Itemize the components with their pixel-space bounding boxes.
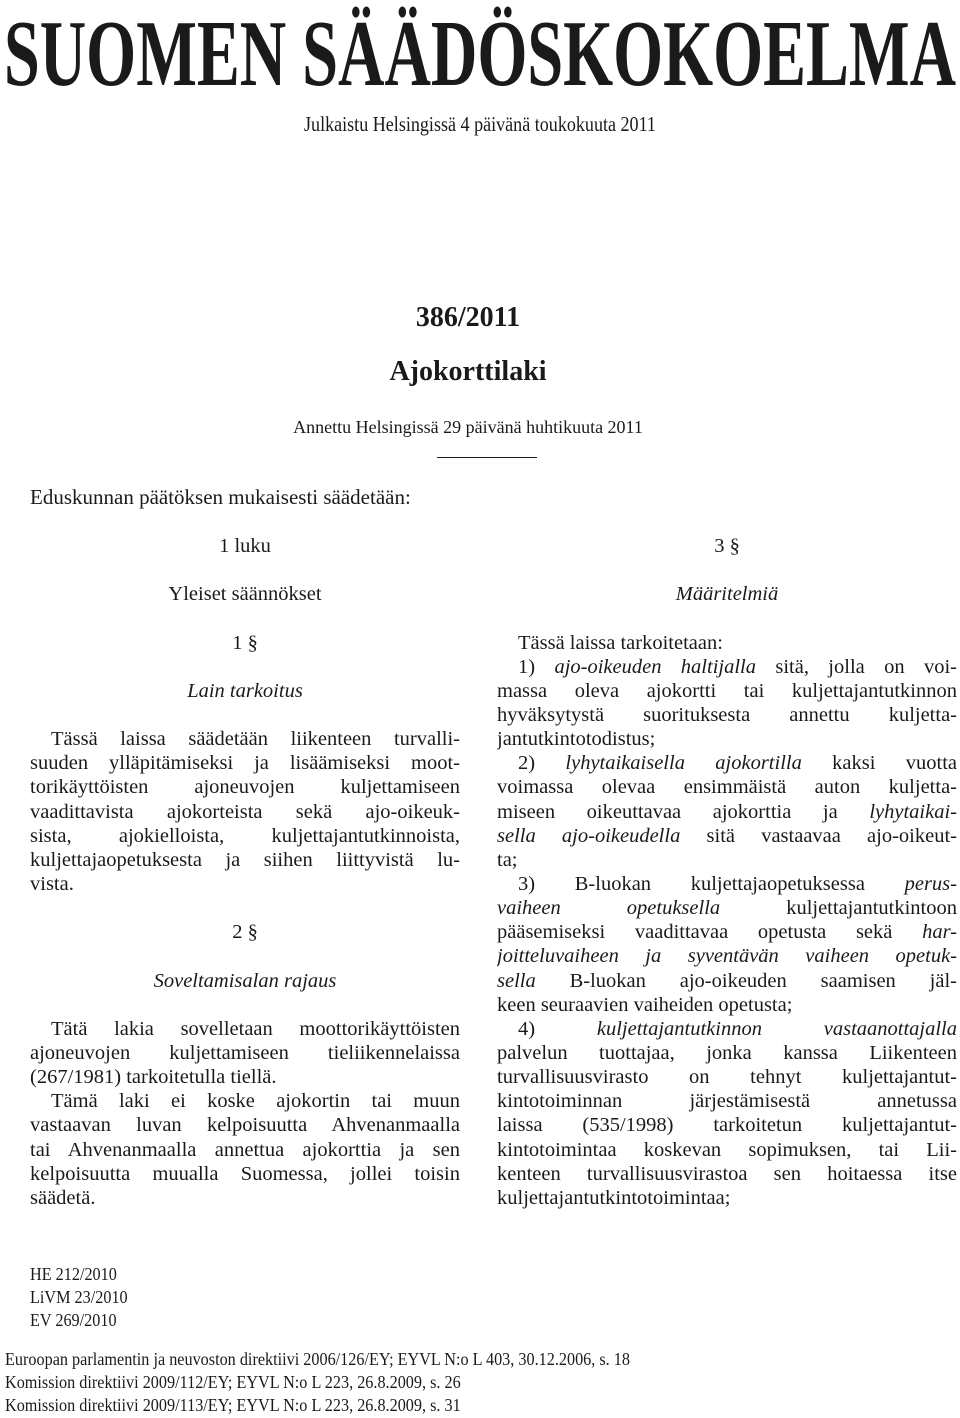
text-line xyxy=(497,800,957,824)
section-body xyxy=(497,631,957,1210)
defined-term: vaiheen opetuksella xyxy=(497,897,721,920)
text-line xyxy=(497,920,957,944)
legislative-references xyxy=(30,1263,128,1332)
defined-term: joitteluvaiheen ja syventävän vaiheen opetuk- xyxy=(497,945,957,968)
text-line: ta; xyxy=(497,848,518,871)
text-line: kelpoisuutta muualla Suomessa, jollei toisin xyxy=(30,1162,460,1185)
text-line: kenteen turvallisuusvirastoa sen hoitaessa itse xyxy=(497,1162,957,1185)
text-line: vastaavan luvan kelpoisuutta Ahvenanmaalla xyxy=(30,1114,460,1137)
directive-reference: Komission direktiivi 2009/113/EY; EYVL N:o L 223, 26.8.2009, s. 31 xyxy=(5,1395,461,1415)
text-line xyxy=(497,944,957,968)
paragraph xyxy=(497,655,957,752)
text-line: jantutkintotodistus; xyxy=(497,728,656,751)
section-number: 1 luku xyxy=(219,535,271,557)
law-number: 386/2011 xyxy=(415,302,521,333)
text-line: kintotoimintaa koskevan sopimuksen, tai Lii- xyxy=(497,1138,957,1161)
text-segment: sitä vastaavaa ajo-oikeut- xyxy=(680,824,957,847)
text-segment: 1) xyxy=(518,655,555,678)
section-number: Yleiset säännökset xyxy=(168,583,322,606)
text-line: kuljettajaopetuksesta ja siihen liittyvistä lu- xyxy=(30,848,460,871)
text-line: Tämä laki ei koske ajokortin tai muun xyxy=(51,1090,460,1113)
text-line: laissa (535/1998) tarkoitetun kuljettajantut- xyxy=(497,1114,957,1137)
text-line: Tässä laissa säädetään liikenteen turvalli- xyxy=(51,728,460,751)
text-segment: miseen oikeuttavaa ajokorttia ja xyxy=(497,800,870,823)
paragraph xyxy=(30,1089,460,1210)
text-line xyxy=(497,1017,957,1041)
text-line: ajoneuvojen kuljettamiseen tieliikennelaissa xyxy=(30,1041,460,1064)
section-heading: Määritelmiä xyxy=(675,583,779,606)
law-title: Ajokorttilaki xyxy=(389,356,547,387)
text-line: säädetä. xyxy=(30,1186,96,1209)
text-line: tai Ahvenanmaalla annettua ajokorttia ja sen xyxy=(30,1138,460,1161)
paragraph xyxy=(30,727,460,896)
text-line xyxy=(497,969,957,993)
text-line xyxy=(497,872,957,896)
defined-term: lyhytaikaisella ajokortilla xyxy=(565,752,802,775)
text-line: keen seuraavien vaiheiden opetusta; xyxy=(497,993,793,1016)
text-line: sista, ajokielloista, kuljettajantutkinnoista, xyxy=(30,824,460,847)
text-line xyxy=(497,751,957,775)
text-segment: 3) B-luokan kuljettajaopetuksessa xyxy=(518,872,905,895)
directive-references xyxy=(5,1348,630,1417)
right-column xyxy=(497,534,957,1234)
publication-title-text: SUOMEN SÄÄDÖSKOKOELMA xyxy=(4,2,957,100)
text-segment: kaksi vuotta xyxy=(801,752,957,775)
text-line: kuljettajantutkintotoimintaa; xyxy=(497,1186,731,1209)
text-segment: B-luokan ajo-oikeuden saamisen jäl- xyxy=(535,969,957,992)
section-number: 1 § xyxy=(232,631,258,654)
text-segment: pääsemiseksi vaadittavaa opetusta sekä xyxy=(497,921,923,944)
text-line: kintotoiminnan järjestämisestä annetussa xyxy=(497,1090,957,1113)
text-segment: kuljettajantutkintoon xyxy=(720,897,957,920)
section-number: 2 § xyxy=(232,921,258,944)
text-line: Tätä lakia sovelletaan moottorikäyttöisten xyxy=(51,1017,460,1040)
paragraph xyxy=(497,751,957,872)
text-line: turvallisuusvirasto on tehnyt kuljettajantut- xyxy=(497,1066,957,1089)
directive-reference: Komission direktiivi 2009/112/EY; EYVL N:o L 223, 26.8.2009, s. 26 xyxy=(5,1372,461,1392)
law-given-date: Annettu Helsingissä 29 päivänä huhtikuuta 2011 xyxy=(293,417,643,437)
defined-term: perus- xyxy=(904,872,957,895)
text-line: suuden ylläpitämiseksi ja lisäämiseksi moot- xyxy=(30,752,460,775)
text-line: hyväksytystä suorituksesta annettu kuljetta- xyxy=(497,703,957,726)
text-line: vista. xyxy=(30,872,74,895)
paragraph xyxy=(497,631,957,655)
text-line: voimassa olevaa ensimmäistä auton kuljetta- xyxy=(497,776,957,799)
defined-term: har- xyxy=(922,921,957,944)
text-segment: 4) xyxy=(518,1017,597,1040)
paragraph xyxy=(497,1017,957,1210)
text-segment: sitä, jolla on voi- xyxy=(756,655,957,678)
defined-term: sella xyxy=(497,969,536,992)
text-line: vaadittavista ajokorteista sekä ajo-oikeuk- xyxy=(30,800,460,823)
text-line: palvelun tuottajaa, jonka kanssa Liikenteen xyxy=(497,1041,957,1064)
defined-term: ajo-oikeuden haltijalla xyxy=(554,655,756,678)
publication-date: Julkaistu Helsingissä 4 päivänä toukokuuta 2011 xyxy=(304,112,656,136)
publication-title xyxy=(0,0,960,100)
reference-he: HE 212/2010 xyxy=(30,1264,117,1284)
text-line xyxy=(497,655,957,679)
section-number: 3 § xyxy=(714,535,740,557)
section-body xyxy=(30,1017,460,1210)
defined-term: sella ajo-oikeudella xyxy=(497,824,681,847)
text-line xyxy=(497,824,957,848)
defined-term: lyhytaikai- xyxy=(869,800,957,823)
reference-ev: EV 269/2010 xyxy=(30,1310,117,1330)
text-line: massa oleva ajokortti tai kuljettajantutkinnon xyxy=(497,679,957,702)
left-column xyxy=(30,534,460,1234)
directive-reference: Euroopan parlamentin ja neuvoston direktiivi 2006/126/EY; EYVL N:o L 403, 30.12.2006, s. 18 xyxy=(5,1349,630,1369)
text-line: Tässä laissa tarkoitetaan: xyxy=(518,631,723,654)
text-segment: 2) xyxy=(518,752,566,775)
divider xyxy=(437,457,537,458)
section-heading: Soveltamisalan rajaus xyxy=(153,969,337,992)
text-line: (267/1981) tarkoitetulla tiellä. xyxy=(30,1066,277,1089)
reference-livm: LiVM 23/2010 xyxy=(30,1287,128,1307)
text-line xyxy=(497,896,957,920)
text-line: torikäyttöisten ajoneuvojen kuljettamiseen xyxy=(30,776,460,799)
enacting-clause: Eduskunnan päätöksen mukaisesti säädetään: xyxy=(30,485,411,509)
defined-term: kuljettajantutkinnon vastaanottajalla xyxy=(596,1017,957,1040)
section-body xyxy=(30,727,460,896)
paragraph xyxy=(497,872,957,1017)
paragraph xyxy=(30,1017,460,1089)
section-heading: Lain tarkoitus xyxy=(187,679,303,702)
